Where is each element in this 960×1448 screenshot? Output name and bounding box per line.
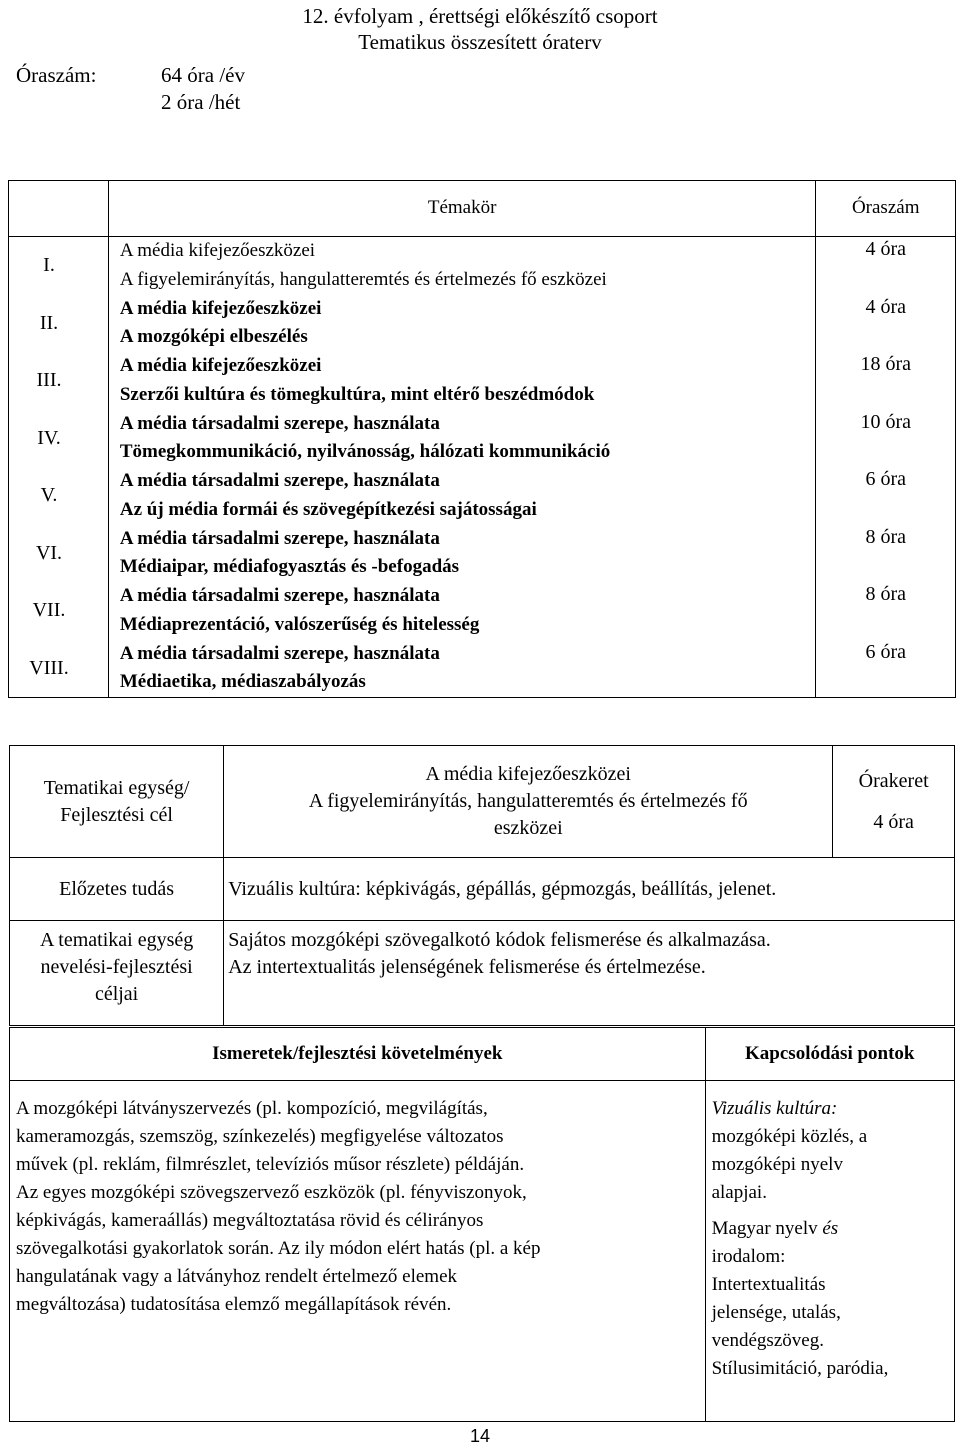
connection-line: mozgóképi közlés, a [711, 1126, 868, 1147]
prior-knowledge-label: Előzetes tudás [10, 858, 224, 921]
topic-line2: A mozgóképi elbeszélés [119, 326, 308, 347]
connections-cell [705, 1081, 954, 1422]
connection-line: jelensége, utalás, [711, 1302, 841, 1323]
connection-line: Stílusimitáció, paródia, [711, 1358, 889, 1379]
connection-line: alapjai. [711, 1182, 767, 1203]
goals-line2: Az intertextualitás jelenségének felismerése és értelmezése. [228, 956, 706, 978]
topic-item [109, 525, 816, 583]
hours-list [816, 237, 955, 697]
connection-line: Intertextualitás [711, 1274, 826, 1295]
unit-number-column [9, 237, 109, 698]
connection-literature-title-b: és [822, 1218, 839, 1239]
requirements-text-cell [10, 1081, 706, 1422]
topic-item [109, 467, 816, 525]
connection-literature-lines [712, 1243, 948, 1383]
requirements-header: Ismeretek/fejlesztési követelmények [10, 1028, 706, 1081]
hours-item: 4 óra [865, 295, 906, 318]
topic-line1: A média kifejezőeszközei [119, 297, 322, 319]
requirements-header-row [10, 1028, 955, 1081]
topic-line1: A média társadalmi szerepe, használata [119, 412, 440, 434]
prior-knowledge-text: Vizuális kultúra: képkivágás, gépállás, gépmozgás, beállítás, jelenet. [224, 858, 955, 921]
unit-number: III. [36, 369, 62, 391]
connection-line: irodalom: [711, 1246, 786, 1267]
goals-label-line1: A tematikai egység [39, 929, 194, 951]
topic-line2: Szerzői kultúra és tömegkultúra, mint eltérő beszédmódok [119, 383, 595, 405]
hours-per-year: 64 óra /év [161, 63, 245, 87]
topic-line2: Médiaprezentáció, valószerűség és hitelesség [119, 613, 480, 635]
topic-line2: Tömegkommunikáció, nyilvánosság, hálózati kommunikáció [119, 441, 611, 462]
hours-item: 18 óra [860, 353, 911, 375]
topic-item [109, 582, 816, 640]
unit-title-row [10, 746, 955, 858]
connections-header: Kapcsolódási pontok [705, 1028, 954, 1081]
connections-text [706, 1081, 954, 1383]
unit-title-cell [224, 746, 833, 858]
time-frame-cell [833, 746, 955, 858]
hours-per-week: 2 óra /hét [161, 90, 241, 114]
hours-item: 6 óra [865, 468, 906, 490]
hours-item: 4 óra [865, 238, 906, 260]
hours-item: 6 óra [865, 640, 906, 663]
requirements-body-row [10, 1081, 955, 1422]
topic-line1: A média társadalmi szerepe, használata [119, 470, 440, 491]
unit-label-line1: Tematikai egység/ [43, 776, 190, 799]
hours-column [816, 237, 956, 698]
topic-line2: A figyelemirányítás, hangulatteremtés és értelmezés fő eszközei [119, 268, 607, 290]
requirement-line: kameramozgás, szemszög, színkezelés) megfigyelése változatos [16, 1126, 504, 1147]
requirement-line: szövegalkotási gyakorlatok során. Az ily módon elért hatás (pl. a kép [16, 1238, 541, 1259]
topic-line2: Médiaetika, médiaszabályozás [119, 671, 366, 692]
topic-line1: A média kifejezőeszközei [119, 240, 316, 261]
unit-title-line2: A figyelemirányítás, hangulatteremtés és értelmezés fő [308, 790, 748, 812]
topic-item [109, 237, 816, 295]
time-frame-value: 4 óra [873, 810, 914, 833]
overview-header-row [9, 181, 956, 237]
document-title: 12. évfolyam , érettségi előkészítő csoport [302, 4, 658, 28]
unit-label-cell [10, 746, 224, 858]
topic-column [108, 237, 816, 698]
goals-label-cell [10, 921, 224, 1026]
requirement-line: Az egyes mozgóképi szövegszervező eszközök (pl. fényviszonyok, [16, 1182, 527, 1203]
hours-header: Óraszám [816, 181, 956, 237]
overview-body-row [9, 237, 956, 698]
unit-number: VII. [32, 599, 66, 621]
hours-item: 8 óra [865, 583, 906, 605]
goals-line1: Sajátos mozgóképi szövegalkotó kódok felismerése és alkalmazása. [228, 929, 771, 951]
requirement-line: A mozgóképi látványszervezés (pl. kompozíció, megvilágítás, [16, 1098, 488, 1119]
unit-label-line2: Fejlesztési cél [60, 803, 173, 826]
unit-number: V. [40, 484, 58, 506]
connection-visual-title: Vizuális kultúra: [711, 1098, 838, 1119]
time-frame-label: Órakeret [858, 769, 929, 792]
connection-literature-title-a: Magyar nyelv [711, 1218, 823, 1239]
topic-item [109, 295, 816, 353]
requirement-line: művek (pl. reklám, filmrészlet, televíziós műsor részlete) példáján. [16, 1154, 525, 1175]
topic-line1: A média társadalmi szerepe, használata [119, 642, 440, 664]
topic-line2: Az új média formái és szövegépítkezési sajátosságai [119, 498, 537, 520]
overview-table [8, 180, 956, 698]
topic-header: Témakör [108, 181, 816, 237]
document-subtitle: Tematikus összesített óraterv [358, 30, 602, 54]
connection-line: vendégszöveg. [711, 1330, 824, 1351]
requirements-table [9, 1027, 955, 1422]
unit-number: IV. [37, 426, 61, 449]
unit-number: I. [43, 254, 55, 276]
topic-line1: A média társadalmi szerepe, használata [119, 585, 440, 606]
topic-item [109, 352, 816, 410]
goals-text-cell [224, 921, 955, 1026]
topic-list [109, 237, 816, 697]
unit-number-list [9, 237, 108, 697]
connection-visual-lines [712, 1123, 948, 1207]
hours-item: 10 óra [860, 410, 911, 433]
hours-item: 8 óra [865, 525, 906, 548]
unit-number: VI. [35, 541, 63, 564]
goals-label-line2: nevelési-fejlesztési [40, 956, 193, 978]
hours-label: Óraszám: [16, 63, 97, 87]
unit-table [9, 745, 955, 1026]
requirement-line: képkivágás, kameraállás) megváltoztatása rövid és célirányos [16, 1210, 484, 1231]
page-number: 14 [469, 1426, 491, 1446]
goals-row [10, 921, 955, 1026]
goals-label-line3: céljai [94, 983, 139, 1005]
topic-line2: Médiaipar, médiafogyasztás és -befogadás [119, 556, 460, 577]
requirements-text [10, 1081, 705, 1319]
unit-number: II. [39, 311, 59, 334]
overview-header-num [9, 181, 109, 237]
connection-line: mozgóképi nyelv [711, 1154, 843, 1175]
requirement-line: megváltozása) tudatosítása elemző megállapítások révén. [16, 1294, 452, 1315]
topic-item [109, 640, 816, 698]
requirement-line: hangulatának vagy a látványhoz rendelt értelmező elemek [16, 1266, 458, 1287]
topic-line1: A média társadalmi szerepe, használata [119, 527, 440, 549]
unit-title-line3: eszközei [493, 817, 563, 839]
prior-knowledge-row [10, 858, 955, 921]
topic-item [109, 410, 816, 468]
unit-title-line1: A média kifejezőeszközei [425, 763, 631, 785]
topic-line1: A média kifejezőeszközei [119, 355, 322, 376]
connection-literature-title [712, 1215, 948, 1243]
unit-number: VIII. [29, 656, 69, 679]
